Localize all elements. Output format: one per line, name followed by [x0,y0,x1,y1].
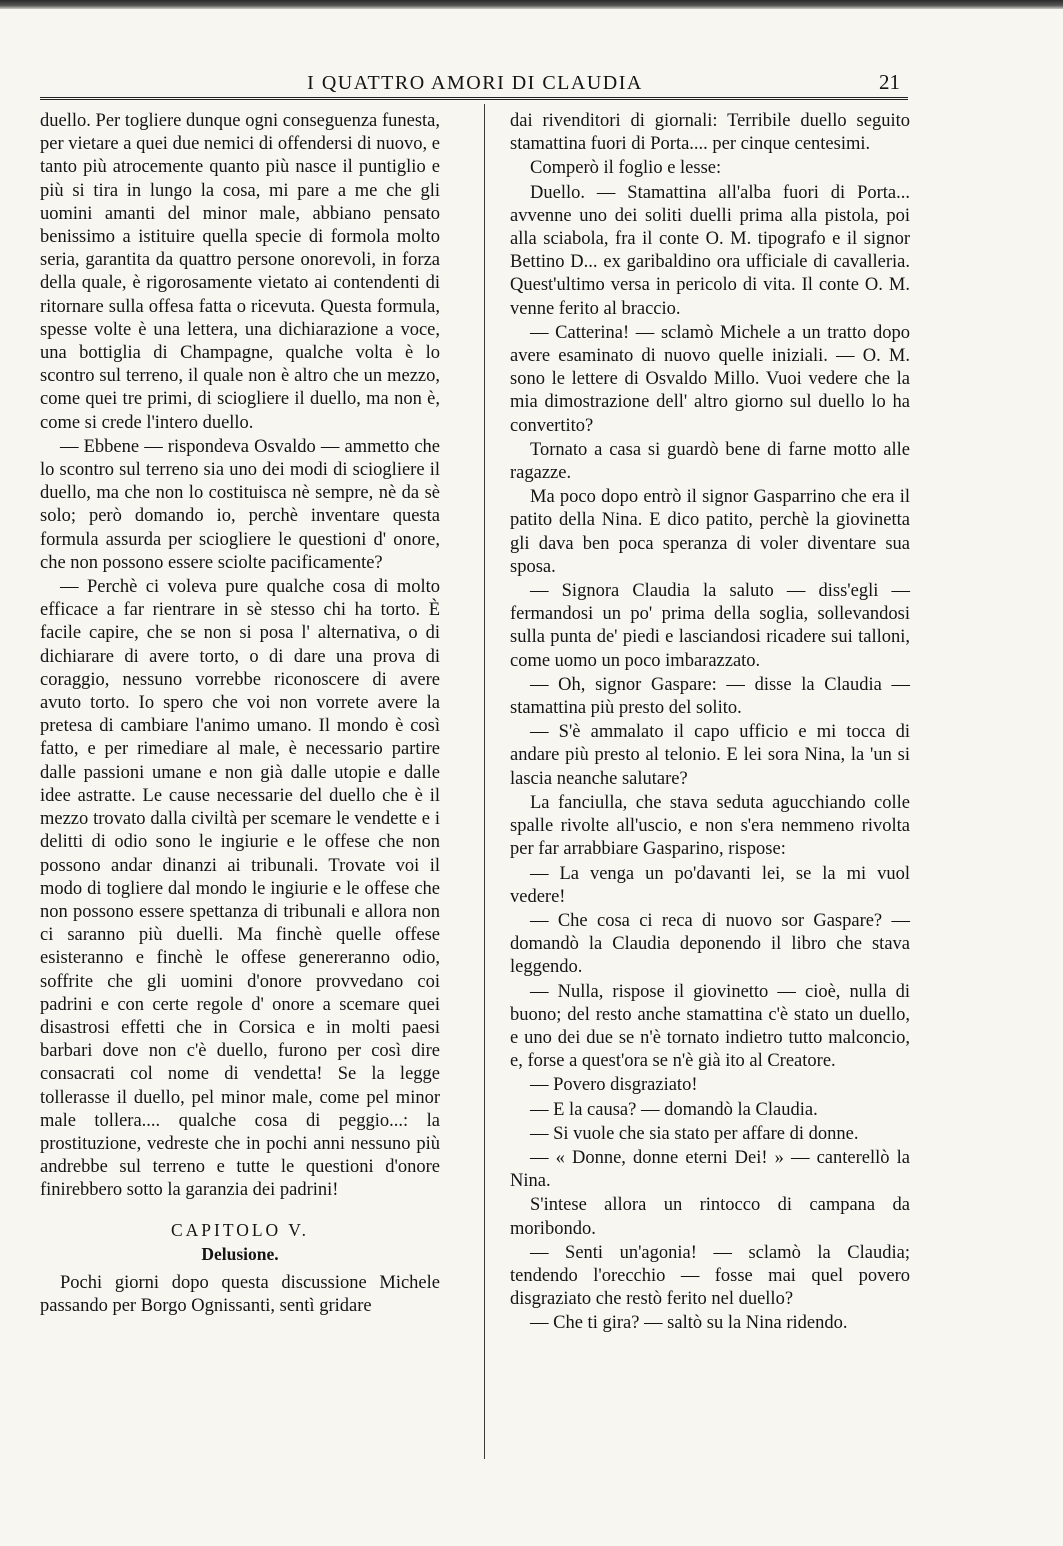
paragraph: — Signora Claudia la saluto — diss'egli — fermandosi un po' prima della soglia, sollevandosi sulla punta de' piedi e lasciandosi ricadere sui talloni, come uomo un poco imbarazzato. [510,581,910,671]
paragraph: dai rivenditori di giornali: Terribile duello seguito stamattina fuori di Porta.... per cinque centesimi. [510,111,910,155]
paragraph: — « Donne, donne eterni Dei! » — canterellò la Nina. [510,1147,910,1192]
paragraph: — Oh, signor Gaspare: — disse la Claudia — stamattina più presto del solito. [510,674,910,719]
header-rule [40,97,908,103]
paragraph: S'intese allora un rintocco di campana da moribondo. [510,1195,910,1239]
paragraph: — Senti un'agonia! — sclamò la Claudia; tendendo l'orecchio — fosse mai quel povero disgraziato che restò ferito nel duello? [510,1242,910,1310]
paragraph: — Povero disgraziato! [530,1075,698,1096]
paragraph: — Che cosa ci reca di nuovo sor Gaspare? — domandò la Claudia deponendo il libro che stava leggendo. [510,910,910,978]
scan-top-edge [0,0,1063,9]
paragraph: Duello. — Stamattina all'alba fuori di Porta... avvenne uno dei soliti duelli prima alla pistola, poi alla sciabola, fra il conte O. M. tipografo e il signor Bettino D... ex garibaldino ora ufficiale di cavalleria. Quest'ultimo versa in pericolo di vita. Il conte O. M. venne ferito al braccio. [510,182,910,319]
right-column [510,110,910,1336]
paragraph: — E la causa? — domandò la Claudia. [530,1099,818,1120]
paragraph: — Ebbene — rispondeva Osvaldo — ammetto che lo scontro sul terreno sia uno dei modi di sciogliere il duello, ma che non lo costituisca nè sempre, nè da sè solo; però domando io, perchè inventare questa formula assurda per sciogliere le questioni d' onore, che non possono essere sciolte pacificamente? [40,436,440,573]
paragraph: Ma poco dopo entrò il signor Gasparrino che era il patito della Nina. E dico patito, perchè la giovinetta gli dava ben poca speranza di voler diventare sua sposa. [510,487,910,577]
paragraph: — Perchè ci voleva pure qualche cosa di molto efficace a far rientrare in sè stesso chi ha torto. È facile capire, che se non si posa l' alternativa, o di dichiarare di avere torto, o di dare una prova di coraggio, nessuno vorrebbe riconoscere di avere avuto torto. Io spero che voi non vorrete avere la pretesa di cambiare l'animo umano. Il mondo è così fatto, e per rimediare al male, è necessario partire dalle passioni umane e non già dalle utopie e dalle idee astratte. Le cause necessarie del duello che è il mezzo trovato dalla civiltà per scemare le vendette e i delitti di odio sono le ingiurie e le offese che non possono andar dinanzi ai tribunali. Trovate voi il modo di togliere dal mondo le ingiurie e le offese che non possono essere spettanza di tribunali e allora non ci saranno più duelli. Ma finchè quelle offese esisteranno e finchè le offese genereranno odio, soffrite che gli uomini d'onore provvedano coi padrini e con certe regole d' onore a scemare quei disastrosi effetti che in Corsica e in molti paesi barbari dove non c'è duello, furono per così dire consacrati col nome di vendetta! Se la legge tollerasse il duello, pel minor male, come pel minor male tollera.... qualche cosa di peggio...: la prostituzione, vedreste che in pochi anni nessuno più andrebbe sul terreno e tutte le questioni d'onore finirebbero sotto la garanzia dei padrini! [40,577,440,1201]
paragraph: Pochi giorni dopo questa discussione Michele passando per Borgo Ognissanti, sentì gridare [40,1272,440,1317]
paragraph: La fanciulla, che stava seduta agucchiando colle spalle rivolte all'uscio, e non s'era nemmeno rivolta per far arrabbiare Gasparino, rispose: [510,792,910,860]
paragraph: — La venga un po'davanti lei, se la mi vuol vedere! [510,863,910,907]
paragraph: Comperò il foglio e lesse: [530,158,722,179]
paragraph: — S'è ammalato il capo ufficio e mi tocca di andare più presto al telonio. E lei sora Nina, la 'un si lascia neanche salutare? [510,722,910,789]
chapter-subtitle: Delusione. [201,1243,279,1264]
running-title: I QUATTRO AMORI DI CLAUDIA [307,72,643,94]
paragraph: — Che ti gira? — saltò su la Nina ridendo. [530,1313,848,1334]
paragraph: — Si vuole che sia stato per affare di donne. [530,1123,859,1144]
paragraph: Tornato a casa si guardò bene di farne motto alle ragazze. [510,439,910,484]
paragraph: duello. Per togliere dunque ogni conseguenza funesta, per vietare a quei due nemici di offendersi di nuovo, e tanto più atrocemente quanto più nasce il puntiglio e più si tira in lungo la cosa, mi pare a me che gli uomini amanti del minor male, abbiano pensato benissimo a istituire quella specie di formola molto seria, garantita da quattro persone onorevoli, in forza della quale, è rigorosamente vietato ai contendenti di ritornare sulla offesa fatta o ricevuta. Questa formula, spesse volte è una lettera, una dichiarazione a voce, una bottiglia di Champagne, qualche volta è lo scontro sul terreno, il quale non è altro che un mezzo, come quei tre primi, di sciogliere il duello, ma non è, come si crede l'intero duello. [40,111,440,433]
running-head [40,70,910,98]
chapter-heading: CAPITOLO V. [170,1219,310,1240]
paragraph: — Nulla, rispose il giovinetto — cioè, nulla di buono; del resto anche stamattina c'è stato un duello, e uno dei due se n'è tornato indietro tutto malconcio, e, forse a quest'ora se n'è già ito al Creatore. [510,981,910,1072]
page-number: 21 [879,70,900,94]
paragraph: — Catterina! — sclamò Michele a un tratto dopo avere esaminato di nuovo quelle iniziali. — O. M. sono le lettere di Osvaldo Millo. Vuoi vedere che la mia dimostrazione dell' altro giorno sul duello lo ha convertito? [510,322,910,436]
column-divider [484,104,485,1459]
left-column [40,110,440,1318]
